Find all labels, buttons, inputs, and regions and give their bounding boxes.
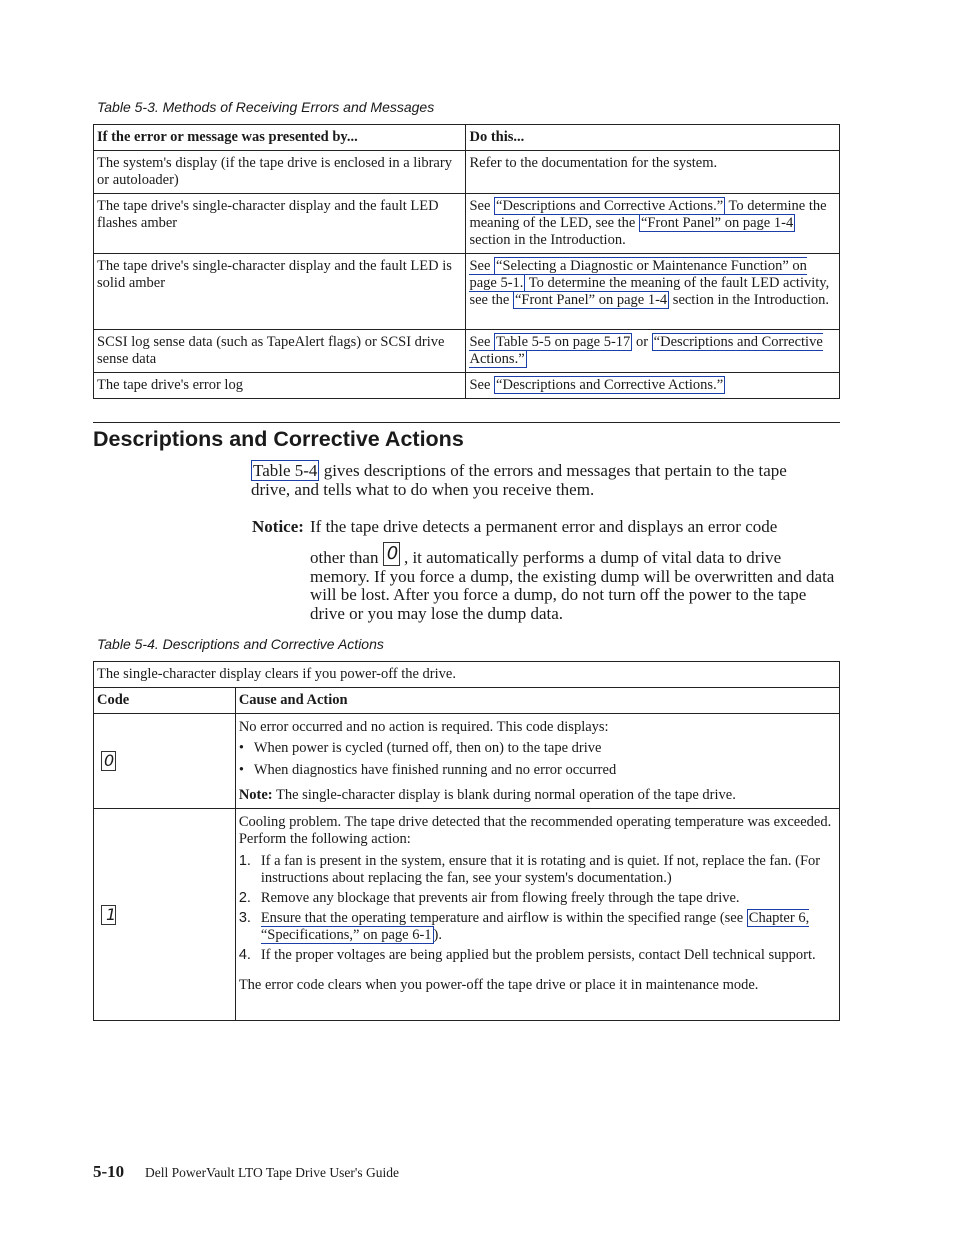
notice-text: , it automatically performs a dump of vital data to drive memory. If you force a dump, the existing dump will be overwritten and data will be lost. After you force a dump, do not turn off the power to the tape drive or you may lose the dump data.: [310, 548, 835, 623]
table-row: [94, 330, 840, 373]
header-cell: If the error or message was presented by...: [94, 125, 466, 151]
table-caption: Table 5-4. Descriptions and Corrective Actions: [97, 636, 384, 652]
code-cell: [94, 714, 236, 809]
page-number: 5-10: [93, 1162, 125, 1181]
list-item: • When power is cycled (turned off, then on) to the tape drive: [239, 740, 836, 757]
step-number: 4.: [238, 947, 251, 963]
methods-table: [93, 124, 840, 399]
cell-text: To determine the meaning of the fault LED activity, see the: [469, 275, 830, 308]
list-item: [239, 890, 836, 907]
bullet-list: [239, 740, 836, 779]
table-cell: [466, 330, 840, 373]
table-cell: [466, 373, 840, 399]
list-item: • When diagnostics have finished running and no error occurred: [239, 762, 836, 779]
step-text: If the proper voltages are being applied but the problem persists, contact Dell technical support.: [260, 947, 816, 963]
note: [239, 787, 836, 804]
list-item: [239, 910, 836, 944]
display-glyph: 1: [106, 904, 117, 924]
closing-text: The error code clears when you power-off the tape drive or place it in maintenance mode.: [238, 977, 759, 993]
step-text: ).: [433, 927, 442, 943]
table-span-row: [94, 662, 840, 688]
intro-text: gives descriptions of the errors and messages that pertain to the tape drive, and tells what to do when you receive them.: [251, 461, 787, 499]
cell-text: or: [632, 334, 652, 350]
cell-text: See: [469, 377, 495, 393]
table-cell: SCSI log sense data (such as TapeAlert flags) or SCSI drive sense data: [94, 330, 466, 373]
display-zero-icon: [383, 542, 400, 566]
table-row: [94, 809, 840, 1021]
cell-text: section in the Introduction.: [469, 232, 626, 248]
header-cell: Cause and Action: [235, 688, 839, 714]
link-chapter-6[interactable]: Chapter 6, “Specifications,” on page 6-1: [260, 910, 810, 943]
table-cell: The single-character display clears if you power-off the drive.: [94, 662, 840, 688]
link-descriptions[interactable]: “Descriptions and Corrective Actions.”: [496, 198, 724, 214]
list-item: [239, 853, 836, 887]
display-glyph: 0: [104, 751, 115, 770]
footer-title: Dell PowerVault LTO Tape Drive User's Guide: [145, 1165, 399, 1180]
link-front-panel[interactable]: “Front Panel” on page 1-4: [514, 292, 668, 308]
header-cell: Do this...: [466, 125, 840, 151]
table-row: [94, 194, 840, 254]
table-header-row: [94, 688, 840, 714]
note-label: Note:: [238, 787, 273, 803]
section-rule: [93, 422, 840, 423]
display-glyph: 0: [386, 543, 399, 564]
header-cell: Code: [94, 688, 236, 714]
cell-text: section in the Introduction.: [669, 292, 830, 308]
cause-lead: Cooling problem. The tape drive detected that the recommended operating temperature was exceeded. Perform the following action:: [238, 814, 832, 847]
step-text: Ensure that the operating temperature and airflow is within the specified range (see: [260, 910, 747, 926]
link-descriptions[interactable]: “Descriptions and Corrective Actions.”: [496, 377, 724, 393]
display-zero-icon: [101, 751, 116, 771]
step-text: Remove any blockage that prevents air from flowing freely through the tape drive.: [260, 890, 740, 906]
display-one-icon: [101, 905, 116, 925]
link-table-5-4[interactable]: Table 5-4: [253, 461, 318, 480]
table-row: [94, 151, 840, 194]
table-cell: Refer to the documentation for the system.: [466, 151, 840, 194]
cell-text: See: [469, 334, 495, 350]
cell-text: See: [469, 198, 495, 214]
table-header-row: [94, 125, 840, 151]
step-number: 2.: [238, 890, 251, 906]
step-number: 1.: [238, 853, 251, 869]
notice-text: other than: [310, 548, 383, 567]
cause-cell: [235, 809, 839, 1021]
steps-list: [239, 853, 836, 964]
descriptions-table: [93, 661, 840, 1021]
table-row: [94, 373, 840, 399]
link-descriptions[interactable]: “Descriptions and Corrective Actions.”: [469, 334, 823, 367]
cell-text: To determine the meaning of the LED, see the: [469, 198, 827, 231]
cause-lead: No error occurred and no action is required. This code displays:: [238, 719, 609, 735]
table-cell: The tape drive's error log: [94, 373, 466, 399]
code-cell: [94, 809, 236, 1021]
table-cell: The tape drive's single-character display and the fault LED flashes amber: [94, 194, 466, 254]
table-cell: [466, 194, 840, 254]
step-number: 3.: [238, 910, 251, 926]
link-selecting-diagnostic[interactable]: “Selecting a Diagnostic or Maintenance Function” on page 5-1.: [469, 258, 807, 291]
section-heading: Descriptions and Corrective Actions: [93, 427, 464, 451]
intro-paragraph: [251, 462, 821, 499]
table-cell: The tape drive's single-character display and the fault LED is solid amber: [94, 254, 466, 330]
notice-body: [310, 542, 840, 623]
table-caption: Table 5-3. Methods of Receiving Errors and Messages: [97, 99, 435, 115]
notice-label: Notice:: [252, 517, 304, 536]
list-item: [239, 947, 836, 964]
table-row: [94, 254, 840, 330]
cause-cell: [235, 714, 839, 809]
step-text: If a fan is present in the system, ensure that it is rotating and is quiet. If not, replace the fan. (For instructions about replacing the fan, see your system's documentation.): [260, 853, 821, 886]
link-front-panel[interactable]: “Front Panel” on page 1-4: [640, 215, 794, 231]
link-table-5-5[interactable]: Table 5-5 on page 5-17: [496, 334, 631, 350]
table-cell: [466, 254, 840, 330]
note-text: The single-character display is blank during normal operation of the tape drive.: [272, 787, 736, 803]
table-row: [94, 714, 840, 809]
notice-line: If the tape drive detects a permanent error and displays an error code: [310, 517, 778, 536]
table-cell: The system's display (if the tape drive is enclosed in a library or autoloader): [94, 151, 466, 194]
cell-text: See: [469, 258, 495, 274]
